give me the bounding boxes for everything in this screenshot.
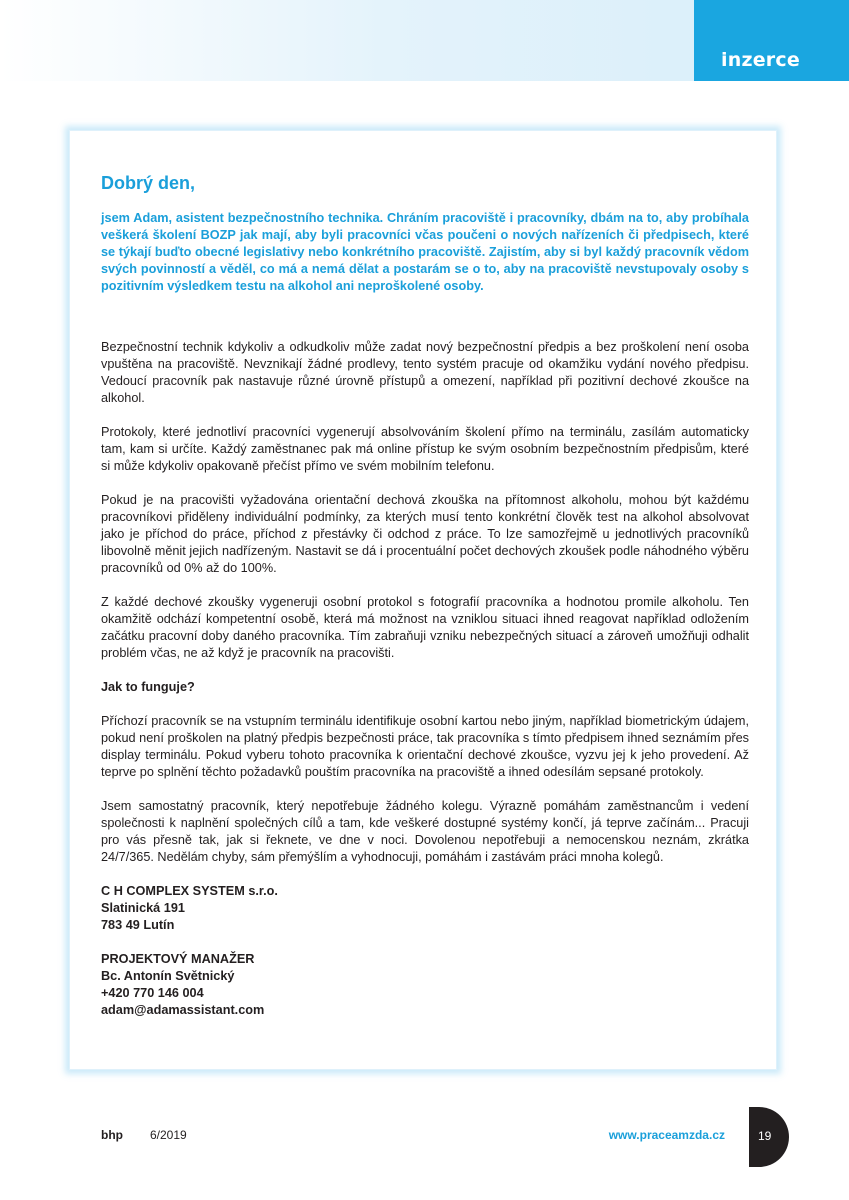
- page-number-tab: [749, 1107, 789, 1167]
- body-paragraph: Jsem samostatný pracovník, který nepotřebuje žádného kolegu. Výrazně pomáhám zaměstnancům i vedení společnosti k naplnění společných cílů a tam, kde veškeré dostupné systémy končí, já teprve začínám... Pracuji pro vás přesně tak, jak si řeknete, ve dne v noci. Dovolenou nepotřebuji a nemocenskou neznám, zkrátka 24/7/365. Nedělám chyby, sám přemýšlím a vyhodnocuji, pomáhám i zastávám práci mnoha kolegů.: [101, 799, 749, 864]
- body-paragraph: Bezpečnostní technik kdykoliv a odkudkoliv může zadat nový bezpečnostní předpis a bez proškolení není osoba vpuštěna na pracoviště. Nevznikají žádné prodlevy, tento systém pracuje od okamžiku vydání nového předpisu. Vedoucí pracovník pak nastavuje různé úrovně přístupů a omezení, například při pozitivní dechové zkoušce na alkohol.: [101, 340, 749, 405]
- body-paragraph: Z každé dechové zkoušky vygeneruji osobní protokol s fotografií pracovníka a hodnotou promile alkoholu. Ten okamžitě odchází kompetentní osobě, která má možnost na vzniklou situaci ihned reagovat například odložením začátku pracovní doby daného pracovníka. Tím zabraňuji vzniku nebezpečných situací a zároveň umožňuji odhalit problém včas, ne až když je pracovník na pracovišti.: [101, 595, 749, 660]
- journal-name: bhp: [101, 1128, 123, 1142]
- section-label: inzerce: [721, 49, 800, 71]
- company-street: Slatinická 191: [101, 901, 185, 915]
- company-address: [101, 883, 749, 934]
- intro-paragraph: jsem Adam, asistent bezpečnostního technika. Chráním pracoviště i pracovníky, dbám na to, aby probíhala veškerá školení BOZP jak mají, aby byli pracovníci včas poučeni o nových nařízeních či předpisech, které se týkají buďto obecné legislativy nebo konkrétního pracoviště. Zajistím, aby si byl každý pracovník vědom svých povinností a věděl, co má a nemá dělat a postarám se o to, aby na pracoviště nevstupovaly osoby s pozitivním výsledkem testu na alkohol ani neproškolené osoby.: [101, 211, 749, 293]
- contact-phone: +420 770 146 004: [101, 986, 204, 1000]
- contact-email: adam@adamassistant.com: [101, 1003, 265, 1017]
- advertisement-content: [101, 172, 749, 1019]
- body-paragraph: Protokoly, které jednotliví pracovníci vygenerují absolvováním školení přímo na terminálu, zasílám automaticky tam, kam si určíte. Každý zaměstnanec pak má online přístup ke svým osobním bezpečnostním předpisům, které si může kdykoliv opakovaně přečíst přímo ve svém mobilním telefonu.: [101, 425, 749, 473]
- page-footer: [0, 1128, 849, 1148]
- contact-name: Bc. Antonín Světnický: [101, 969, 235, 983]
- subheading: Jak to funguje?: [101, 680, 195, 694]
- website-link[interactable]: www.praceamzda.cz: [608, 1128, 725, 1142]
- issue-number: 6/2019: [150, 1128, 187, 1142]
- body-paragraph: Příchozí pracovník se na vstupním terminálu identifikuje osobní kartou nebo jiným, například biometrickým údajem, pokud není proškolen na platný předpis bezpečnosti práce, tak pracovníka s tímto předpisem ihned seznámím přes display terminálu. Pokud vyberu tohoto pracovníka k orientační dechové zkoušce, vyzvu jej k jeho provedení. Až teprve po splnění těchto požadavků pouštím pracovníka na pracoviště a ihned odesílám sepsané protokoly.: [101, 714, 749, 779]
- contact-block: [101, 951, 749, 1019]
- greeting: Dobrý den,: [101, 173, 196, 193]
- contact-role: PROJEKTOVÝ MANAŽER: [101, 952, 255, 966]
- section-tab: [694, 0, 849, 81]
- company-city: 783 49 Lutín: [101, 918, 175, 932]
- company-name: C H COMPLEX SYSTEM s.r.o.: [101, 884, 278, 898]
- page-number: 19: [758, 1129, 772, 1143]
- body-paragraph: Pokud je na pracovišti vyžadována orientační dechová zkouška na přítomnost alkoholu, mohou být každému pracovníkovi přiděleny individuální podmínky, za kterých musí tento konkrétní člověk test na alkohol absolvovat jako je příchod do práce, příchod z přestávky či odchod z práce. To lze samozřejmě u jednotlivých pracovníků libovolně měnit jejich nadřízeným. Nastavit se dá i procentuální počet dechových zkoušek podle náhodného výběru pracovníků od 0% až do 100%.: [101, 493, 749, 575]
